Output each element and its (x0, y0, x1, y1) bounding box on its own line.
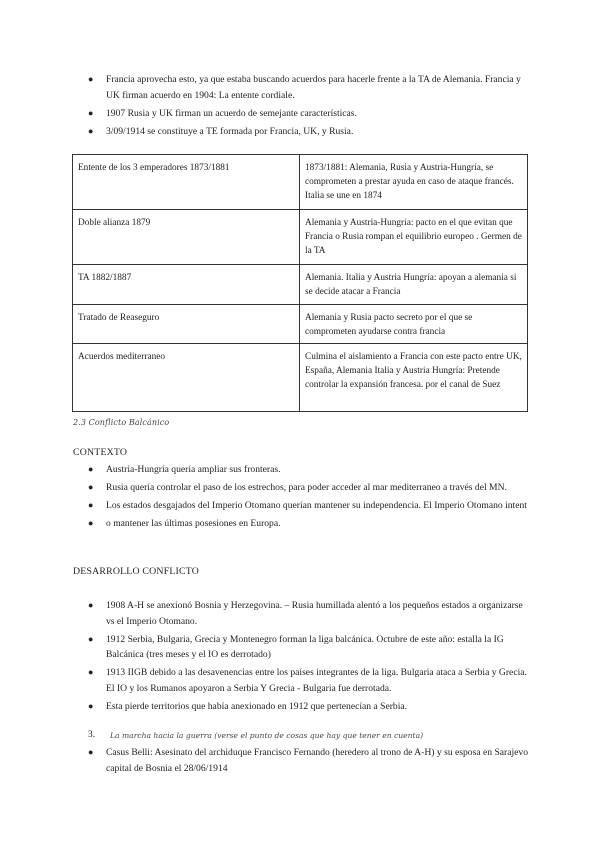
table-cell: Acuerdos mediterraneo (73, 344, 300, 412)
list-item: ● o mantener las últimas posesiones en Europa. (80, 516, 532, 532)
bullet-icon: ● (88, 518, 94, 528)
top-bullet-list (80, 72, 530, 142)
table-row (73, 210, 528, 265)
table-cell: Entente de los 3 emperadores 1873/1881 (73, 155, 300, 210)
list-item: ● 1908 A-H se anexionó Bosnia y Herzegovina. – Rusia humillada alentó a los pequeños estados a organizarse vs el Imperio Otomano. (88, 600, 523, 627)
bullet-icon: ● (88, 107, 94, 118)
table-row (73, 344, 528, 412)
bullet-icon: ● (88, 667, 94, 677)
table-cell: Alemania y Austria-Hungría: pacto en el que evitan que Francia o Rusia rompan el equilibrio europeo . Germen de la TA (300, 210, 528, 265)
list-item: ● 1912 Serbia, Bulgaria, Grecia y Montenegro forman la liga balcánica. Octubre de este año: estalla la IG Balcánica (tres meses y el IO es derrotado) (88, 633, 504, 660)
list-item: ● Esta pierde territorios que había anexionado en 1912 que pertenecían a Serbia. (80, 699, 532, 715)
list-item: ● 1907 Rusia y UK firman un acuerdo de semejante características. (80, 106, 530, 122)
list-item: ● Los estados desgajados del Imperio Otomano querían mantener su independencia. El Imperio Otomano intent (80, 498, 532, 514)
desarrollo-heading: DESARROLLO CONFLICTO (73, 566, 200, 577)
numbered-heading-text: La marcha hacia la guerra (verse el punto de cosas que hay que tener en cuenta) (110, 731, 424, 740)
bullet-icon: ● (88, 125, 94, 136)
section-subheading: 2.3 Conflicto Balcánico (73, 418, 170, 427)
table-cell: Alemania. Italia y Austria Hungría: apoyan a alemania si se decide atacar a Francia (300, 265, 528, 305)
list-item: ● Casus Belli: Asesinato del archiduque Francisco Fernando (heredero al trono de A-H) y su esposa en Sarajevo capital de Bosnia el 28/06/1914 (88, 747, 529, 774)
table-cell: Doble alianza 1879 (73, 210, 300, 265)
table-cell: Alemania y Rusia pacto secreto por el que se comprometen ayudarse contra francia (300, 305, 528, 344)
bullet-icon: ● (88, 482, 94, 492)
list-item: ● Rusia quería controlar el paso de los estrechos, para poder acceder al mar mediterraneo a través del MN. (80, 480, 532, 496)
contexto-heading: CONTEXTO (73, 447, 128, 458)
final-bullet-list (80, 745, 532, 779)
list-number: 3. (88, 730, 96, 740)
list-item: ● 3/09/1914 se constituye a TE formada por Francia, UK, y Rusia. (80, 124, 530, 140)
contexto-bullet-list (80, 462, 532, 534)
bullet-icon: ● (88, 600, 94, 610)
table-cell: TA 1882/1887 (73, 265, 300, 305)
bullet-icon: ● (88, 74, 94, 84)
list-item: ● 1913 IIGB debido a las desavenencias entre los países integrantes de la liga. Bulgaria ataca a Serbia y Grecia. El IO y los Rumanos apoyaron a Serbia Y Grecia - Bulgaria fue derrotada. (88, 667, 527, 694)
table-cell: 1873/1881: Alemania, Rusia y Austria-Hungría, se comprometen a prestar ayuda en caso de ataque francés. Italia se une en 1874 (300, 155, 528, 210)
bullet-icon: ● (88, 747, 94, 757)
alliances-table (72, 154, 528, 412)
list-item: ● Austria-Hungría quería ampliar sus fronteras. (80, 462, 532, 478)
table-cell: Tratado de Reaseguro (73, 305, 300, 344)
bullet-icon: ● (88, 464, 94, 474)
bullet-icon: ● (88, 700, 94, 711)
table-row (73, 265, 528, 305)
list-item: ● Francia aprovecha esto, ya que estaba buscando acuerdos para hacerle frente a la TA de Alemania. Francia y UK firman acuerdo en 1904: La entente cordiale. (88, 74, 521, 101)
table-cell: Culmina el aislamiento a Francia con este pacto entre UK, España, Alemania Italia y Austria Hungría: Pretende controlar la expansión francesa. por el canal de Suez (300, 344, 528, 412)
bullet-icon: ● (88, 500, 94, 510)
desarrollo-bullet-list (80, 598, 532, 717)
table-row (73, 155, 528, 210)
table-row (73, 305, 528, 344)
bullet-icon: ● (88, 633, 94, 644)
